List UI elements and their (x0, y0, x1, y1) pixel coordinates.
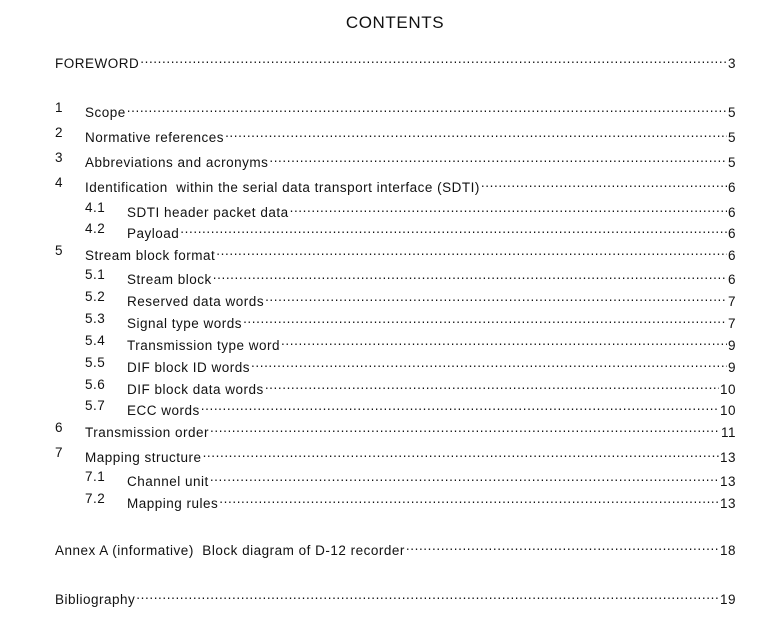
toc-section-number: 5.4 (85, 333, 106, 348)
toc-entry-label: Mapping structure (85, 450, 202, 465)
toc-section-number: 7.2 (85, 491, 106, 506)
toc-entry-label: Scope (85, 105, 126, 120)
toc-page-number: 6 (727, 226, 736, 241)
toc-entry-2[interactable] (0, 124, 770, 145)
toc-leader (251, 354, 727, 372)
toc-leader (481, 174, 727, 192)
toc-leader (136, 586, 719, 604)
toc-entry-7-1[interactable] (0, 468, 770, 489)
toc-page-number: 3 (727, 56, 736, 71)
toc-page-number: 7 (727, 294, 736, 309)
toc-entry-5-1[interactable] (0, 266, 770, 287)
toc-section-number: 3 (55, 150, 64, 165)
toc-page-number: 9 (727, 360, 736, 375)
toc-entry-7[interactable] (0, 444, 770, 465)
toc-leader (265, 376, 719, 394)
toc-entry-label: Identification within the serial data transport interface (SDTI) (85, 180, 480, 195)
toc-entry-label: Reserved data words (127, 294, 265, 309)
toc-page-number: 7 (727, 316, 736, 331)
toc-section-number: 1 (55, 100, 64, 115)
toc-page-number: 13 (719, 474, 736, 489)
toc-page-number: 9 (727, 338, 736, 353)
toc-leader (203, 444, 719, 462)
toc-page-number: 10 (719, 382, 736, 397)
toc-entry-bibliography[interactable] (0, 586, 770, 607)
toc-section-number: 7.1 (85, 469, 106, 484)
toc-entry-1[interactable] (0, 99, 770, 120)
toc-page-number: 5 (727, 105, 736, 120)
toc-entry-label: Payload (127, 226, 180, 241)
toc-page-number: 6 (727, 272, 736, 287)
toc-entry-5-3[interactable] (0, 310, 770, 331)
toc-leader (210, 419, 720, 437)
toc-leader (140, 50, 727, 68)
toc-entry-label: Stream block (127, 272, 212, 287)
toc-entry-5-4[interactable] (0, 332, 770, 353)
toc-page-number: 11 (720, 425, 736, 440)
toc-section-number: 2 (55, 125, 64, 140)
toc-leader (281, 332, 727, 350)
toc-entry-5-5[interactable] (0, 354, 770, 375)
toc-entry-7-2[interactable] (0, 490, 770, 511)
toc-leader (201, 397, 719, 415)
toc-section-number: 4.1 (85, 200, 106, 215)
toc-leader (290, 199, 727, 217)
toc-entry-5-7[interactable] (0, 397, 770, 418)
toc-entry-label: Annex A (informative) Block diagram of D-12 recorder (55, 543, 405, 558)
toc-leader (265, 288, 727, 306)
toc-entry-foreword[interactable] (0, 50, 770, 71)
toc-entry-label: Mapping rules (127, 496, 219, 511)
toc-page-number: 6 (727, 205, 736, 220)
toc-section-number: 5.7 (85, 398, 106, 413)
toc-entry-label: Bibliography (55, 592, 136, 607)
toc-leader (216, 242, 727, 260)
toc-entry-label: Channel unit (127, 474, 209, 489)
toc-leader (127, 99, 727, 117)
toc-section-number: 7 (55, 445, 64, 460)
toc-section-number: 5 (55, 243, 64, 258)
toc-entry-5-2[interactable] (0, 288, 770, 309)
toc-entry-5-6[interactable] (0, 376, 770, 397)
toc-entry-label: Signal type words (127, 316, 243, 331)
toc-leader (243, 310, 727, 328)
toc-leader (210, 468, 719, 486)
toc-entry-label: Transmission type word (127, 338, 281, 353)
toc-section-number: 5.6 (85, 377, 106, 392)
toc-section-number: 4.2 (85, 221, 106, 236)
toc-leader (213, 266, 727, 284)
toc-entry-label: Normative references (85, 130, 225, 145)
toc-entry-label: SDTI header packet data (127, 205, 289, 220)
toc-entry-3[interactable] (0, 149, 770, 170)
toc-entry-label: DIF block ID words (127, 360, 251, 375)
toc-entry-5[interactable] (0, 242, 770, 263)
toc-entry-label: ECC words (127, 403, 200, 418)
toc-section-number: 5.3 (85, 311, 106, 326)
toc-entry-6[interactable] (0, 419, 770, 440)
toc-page-number: 13 (719, 450, 736, 465)
toc-entry-label: DIF block data words (127, 382, 264, 397)
toc-entry-4-1[interactable] (0, 199, 770, 220)
toc-entry-label: Stream block format (85, 248, 216, 263)
toc-page-number: 5 (727, 130, 736, 145)
page-title: CONTENTS (345, 13, 445, 32)
toc-entry-label: FOREWORD (55, 56, 140, 71)
toc-page-number: 18 (719, 543, 736, 558)
toc-leader (406, 537, 719, 555)
toc-entry-label: Transmission order (85, 425, 210, 440)
toc-entry-4-2[interactable] (0, 220, 770, 241)
toc-leader (269, 149, 727, 167)
toc-page-number: 6 (727, 248, 736, 263)
toc-page-number: 19 (719, 592, 736, 607)
toc-section-number: 5.1 (85, 267, 106, 282)
toc-page-number: 6 (727, 180, 736, 195)
toc-entry-4[interactable] (0, 174, 770, 195)
toc-entry-annex-a[interactable] (0, 537, 770, 558)
toc-section-number: 5.5 (85, 355, 106, 370)
toc-page-number: 10 (719, 403, 736, 418)
toc-entry-label: Abbreviations and acronyms (85, 155, 269, 170)
toc-section-number: 4 (55, 175, 64, 190)
toc-section-number: 6 (55, 420, 64, 435)
toc-section-number: 5.2 (85, 289, 106, 304)
toc-leader (180, 220, 727, 238)
toc-leader (225, 124, 727, 142)
toc-page-number: 13 (719, 496, 736, 511)
toc-leader (219, 490, 719, 508)
toc-page-number: 5 (727, 155, 736, 170)
